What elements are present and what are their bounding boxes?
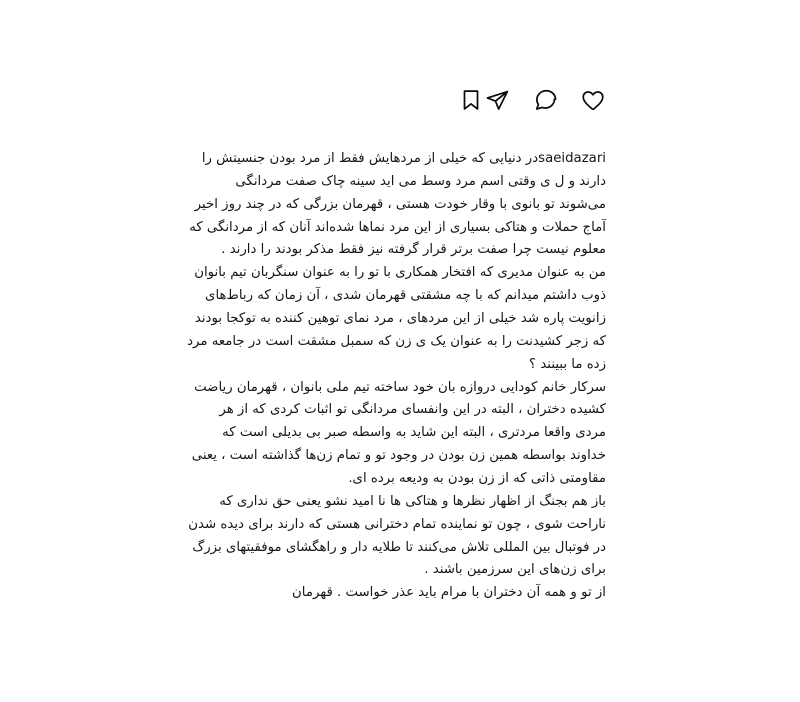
caption-paragraph-4: باز هم بجنگ از اظهار نظرها و هتاکی ها نا امید نشو یعنی حق نداری که ناراحت شوی ، چون تو نماینده تمام دخترانی هستی که دارند برای دیده شدن در فوتبال بین المللی تلاش می‌کنند تا طلایه دار و راهگشای موفقیتهای بزرگ برای زن‌های این سرزمین باشند . — [188, 493, 606, 578]
caption-paragraph-1-text: در دنیایی که خیلی از مردهایش فقط از مرد بودن جنسیتش را دارند و ل ی وقتی اسم مرد وسط می اید سینه چاک صفت مردانگی می‌شوند تو بانوی با وقار خودت هستی ، قهرمان بزرگی که در چند روز اخیر آماج حملات و هتاکی بسیاری از این مرد نماها شده‌اند آنان که از مردانگی که معلوم نیست چرا صفت برتر قرار گرفته نیز فقط مذکر بودند را دارند . — [189, 151, 606, 258]
share-icon[interactable] — [484, 87, 510, 113]
post-action-group-right — [458, 87, 484, 113]
heart-icon[interactable] — [580, 87, 606, 113]
comment-icon[interactable] — [532, 87, 558, 113]
caption-paragraph-3: سرکار خانم کودایی دروازه بان خود ساخته تیم ملی بانوان ، قهرمان ریاضت کشیده دختران ، البته در این وانفسای مردانگی تو اثبات کردی که از هر مردی واقعا مردتری ، البته این شاید به واسطه صبر بی بدیلی است که خداوند بواسطه همین زن بودن در وجود تو و تمام زن‌ها گذاشته است ، یعنی مقاومتی ذاتی که از زن بودن به ودیعه برده ای. — [191, 379, 606, 487]
post-caption — [186, 148, 606, 605]
caption-paragraph-2: من به عنوان مدیری که افتخار همکاری با تو را به عنوان سنگربان تیم بانوان ذوب داشتم میدانم که با چه مشقتی قهرمان شدی ، آن زمان که رباط‌های زانویت پاره شد خیلی از این مردهای ، مرد نمای توهین کننده به توکجا بودند که زجر کشیدنت را به عنوان یک ی زن که سمبل مشقت است در جامعه مرد زده ما ببینند ؟ — [187, 265, 606, 372]
post-action-bar — [186, 78, 606, 122]
caption-paragraph-1 — [186, 148, 606, 262]
post-action-group-left — [484, 87, 606, 113]
bookmark-icon[interactable] — [458, 87, 484, 113]
post-username[interactable]: saeidazari — [538, 151, 606, 166]
caption-paragraph-5: از تو و همه آن دختران با مرام باید عذر خواست . قهرمان — [292, 585, 606, 601]
